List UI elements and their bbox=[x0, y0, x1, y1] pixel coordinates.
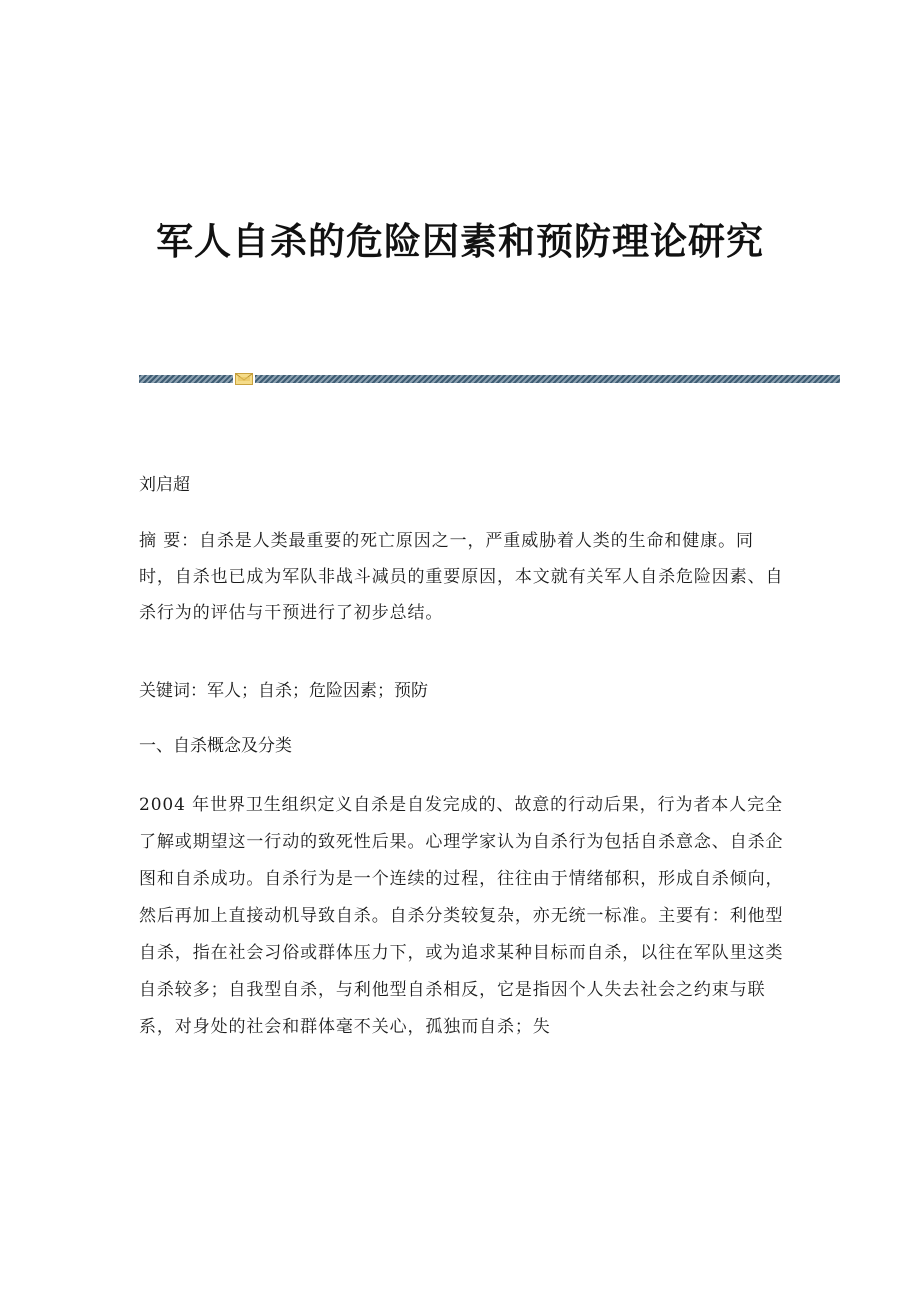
title-divider bbox=[139, 375, 840, 385]
document-title: 军人自杀的危险因素和预防理论研究 bbox=[156, 219, 764, 263]
section-heading: 一、自杀概念及分类 bbox=[139, 736, 292, 756]
author-name: 刘启超 bbox=[139, 475, 190, 495]
divider-bar-right bbox=[255, 375, 840, 383]
keywords-line: 关键词：军人；自杀；危险因素；预防 bbox=[139, 681, 428, 701]
envelope-ornament-icon bbox=[235, 373, 253, 385]
divider-bar-left bbox=[139, 375, 233, 383]
abstract-paragraph: 摘 要：自杀是人类最重要的死亡原因之一，严重威胁着人类的生命和健康。同时，自杀也已成为军队非战斗减员的重要原因，本文就有关军人自杀危险因素、自杀行为的评估与干预进行了初步总结。 bbox=[139, 531, 784, 623]
section-paragraph: 2004 年世界卫生组织定义自杀是自发完成的、故意的行动后果，行为者本人完全了解或期望这一行动的致死性后果。心理学家认为自杀行为包括自杀意念、自杀企图和自杀成功。自杀行为是一个连续的过程，往往由于情绪郁积，形成自杀倾向，然后再加上直接动机导致自杀。自杀分类较复杂，亦无统一标准。主要有：利他型自杀，指在社会习俗或群体压力下，或为追求某种目标而自杀，以往在军队里这类自杀较多；自我型自杀，与利他型自杀相反，它是指因个人失去社会之约束与联系，对身处的社会和群体毫不关心，孤独而自杀；失 bbox=[139, 795, 784, 1037]
